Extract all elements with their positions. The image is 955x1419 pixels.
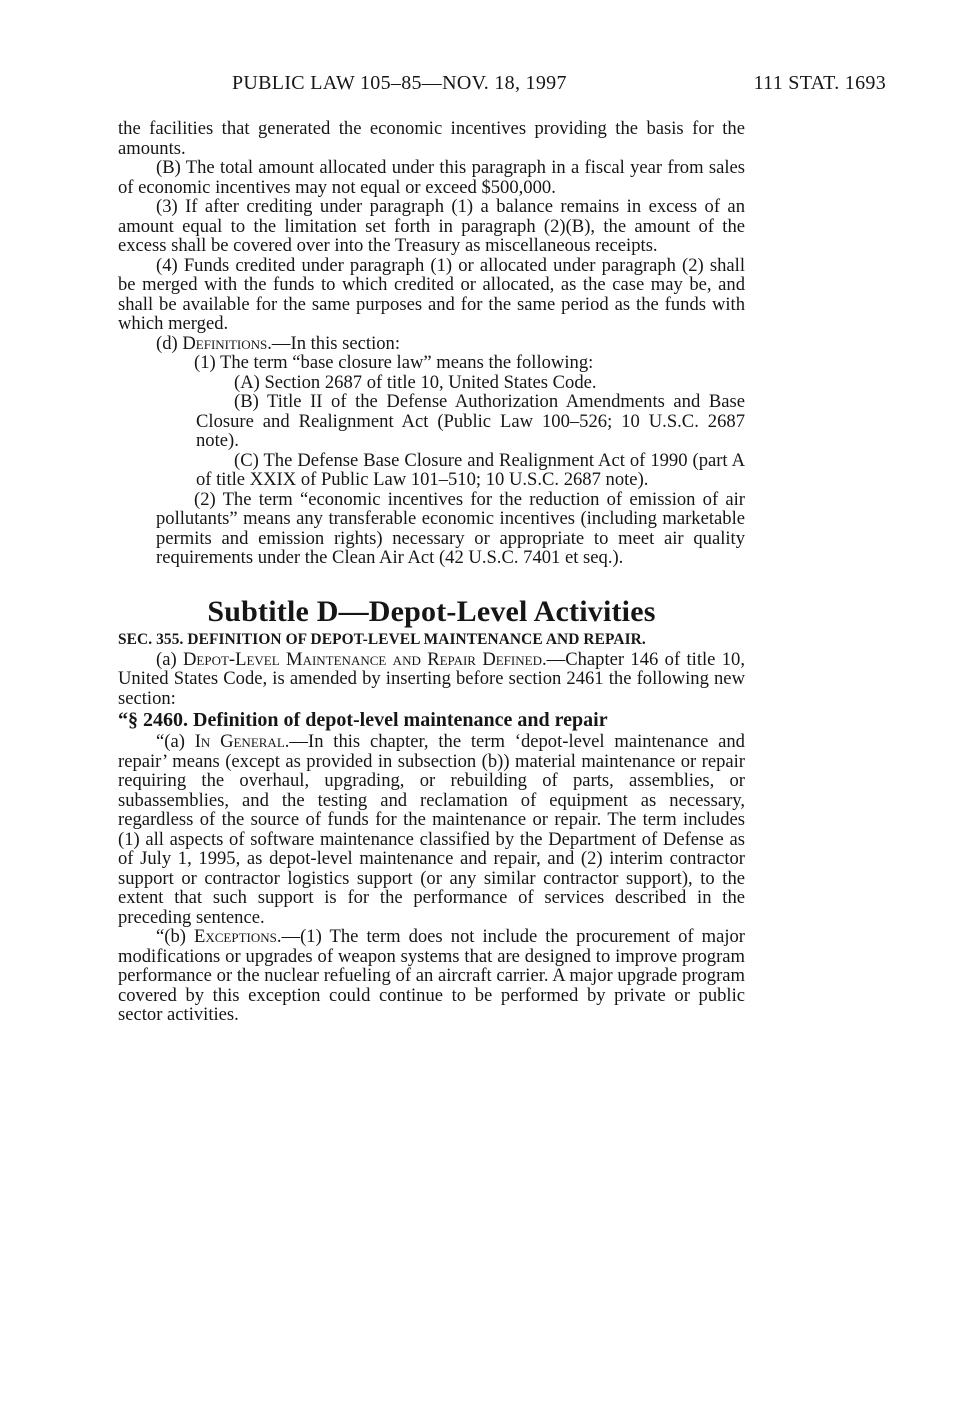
subsection-a-caption: Depot-Level Maintenance and Repair Defined xyxy=(183,648,542,670)
section-2460-b-text: .—(1) The term does not include the procurement of major modifications or upgrades of weapon systems that are designed to improve program performance or the nuclear refueling of an aircraft carrier. A major upgrade program covered by this exception could continue to be performed by private or public sector activities. xyxy=(118,926,745,1025)
paragraph-4: (4) Funds credited under paragraph (1) or allocated under paragraph (2) shall be merged with the funds to which credited or allocated, as the case may be, and shall be available for the same purposes and for the same period as the funds with which merged. xyxy=(118,254,745,334)
definition-2: (2) The term “economic incentives for the reduction of emission of air pollutants” means any transferable economic incentives (including marketable permits and emission rights) necessary or appropriate to meet air quality requirements under the Clean Air Act (42 U.S.C. 7401 et seq.). xyxy=(156,488,745,568)
section-2460-title: “§ 2460. Definition of depot-level maintenance and repair xyxy=(118,709,608,731)
definition-1: (1) The term “base closure law” means the following: xyxy=(194,352,594,373)
subtitle-heading: Subtitle D—Depot-Level Activities xyxy=(207,594,656,628)
subsection-d-intro: .—In this section: xyxy=(267,332,400,354)
section-2460-a-text: .—In this chapter, the term ‘depot-level maintenance and repair’ means (except as provided in subsection (b)) material maintenance or repair requiring the overhaul, upgrading, or rebuilding of parts, assemblies, or subassemblies, and the testing and reclamation of equipment as necessary, regardless of the source of funds for the maintenance or repair. The term includes (1) all aspects of software maintenance classified by the Department of Defense as of July 1, 1995, as depot-level maintenance and repair, and (2) interim contractor support or contractor logistics support (or any similar contractor support), to the extent that such support is for the performance of services described in the preceding sentence. xyxy=(118,731,745,928)
subsection-a-text: .—Chapter 146 of title 10, United States Code, is amended by inserting before section 2461 the following new section: xyxy=(118,648,746,709)
section-heading: SEC. 355. DEFINITION OF DEPOT-LEVEL MAINTENANCE AND REPAIR. xyxy=(118,630,646,648)
paragraph-continuation: the facilities that generated the economic incentives providing the basis for the amounts. xyxy=(118,118,745,159)
public-law-citation: PUBLIC LAW 105–85—NOV. 18, 1997 xyxy=(232,72,567,94)
body-text xyxy=(118,119,745,1025)
subsection-d-definitions xyxy=(118,334,745,354)
paragraph-3: (3) If after crediting under paragraph (1) a balance remains in excess of an amount equal to the limitation set forth in paragraph (2)(B), the amount of the excess shall be covered over into the Treasury as miscellaneous receipts. xyxy=(118,196,745,256)
section-2460-b-label: “(b) xyxy=(156,926,194,947)
section-2460-b-caption: Exceptions xyxy=(193,926,277,947)
definition-1b: (B) Title II of the Defense Authorization Amendments and Base Closure and Realignment Act (Public Law 100–526; 10 U.S.C. 2687 note). xyxy=(196,391,745,451)
section-2460-a-label: “(a) xyxy=(156,731,195,752)
section-2460-a xyxy=(118,732,745,927)
subsection-d-label: (d) xyxy=(156,332,183,354)
section-2460-b xyxy=(118,927,745,1025)
definition-1a: (A) Section 2687 of title 10, United States Code. xyxy=(234,371,597,393)
section-2460-a-caption: In General xyxy=(194,731,285,752)
definition-1c: (C) The Defense Base Closure and Realignment Act of 1990 (part A of title XXIX of Public Law 101–510; 10 U.S.C. 2687 note). xyxy=(196,449,745,490)
running-header xyxy=(118,72,886,100)
subsection-a-amendment xyxy=(118,650,745,709)
paragraph-2b: (B) The total amount allocated under this paragraph in a fiscal year from sales of economic incentives may not equal or exceed $500,000. xyxy=(118,157,745,198)
statute-page-number: 111 STAT. 1693 xyxy=(753,72,886,94)
subsection-d-caption: Definitions xyxy=(182,332,268,354)
subsection-a-label: (a) xyxy=(156,648,183,670)
